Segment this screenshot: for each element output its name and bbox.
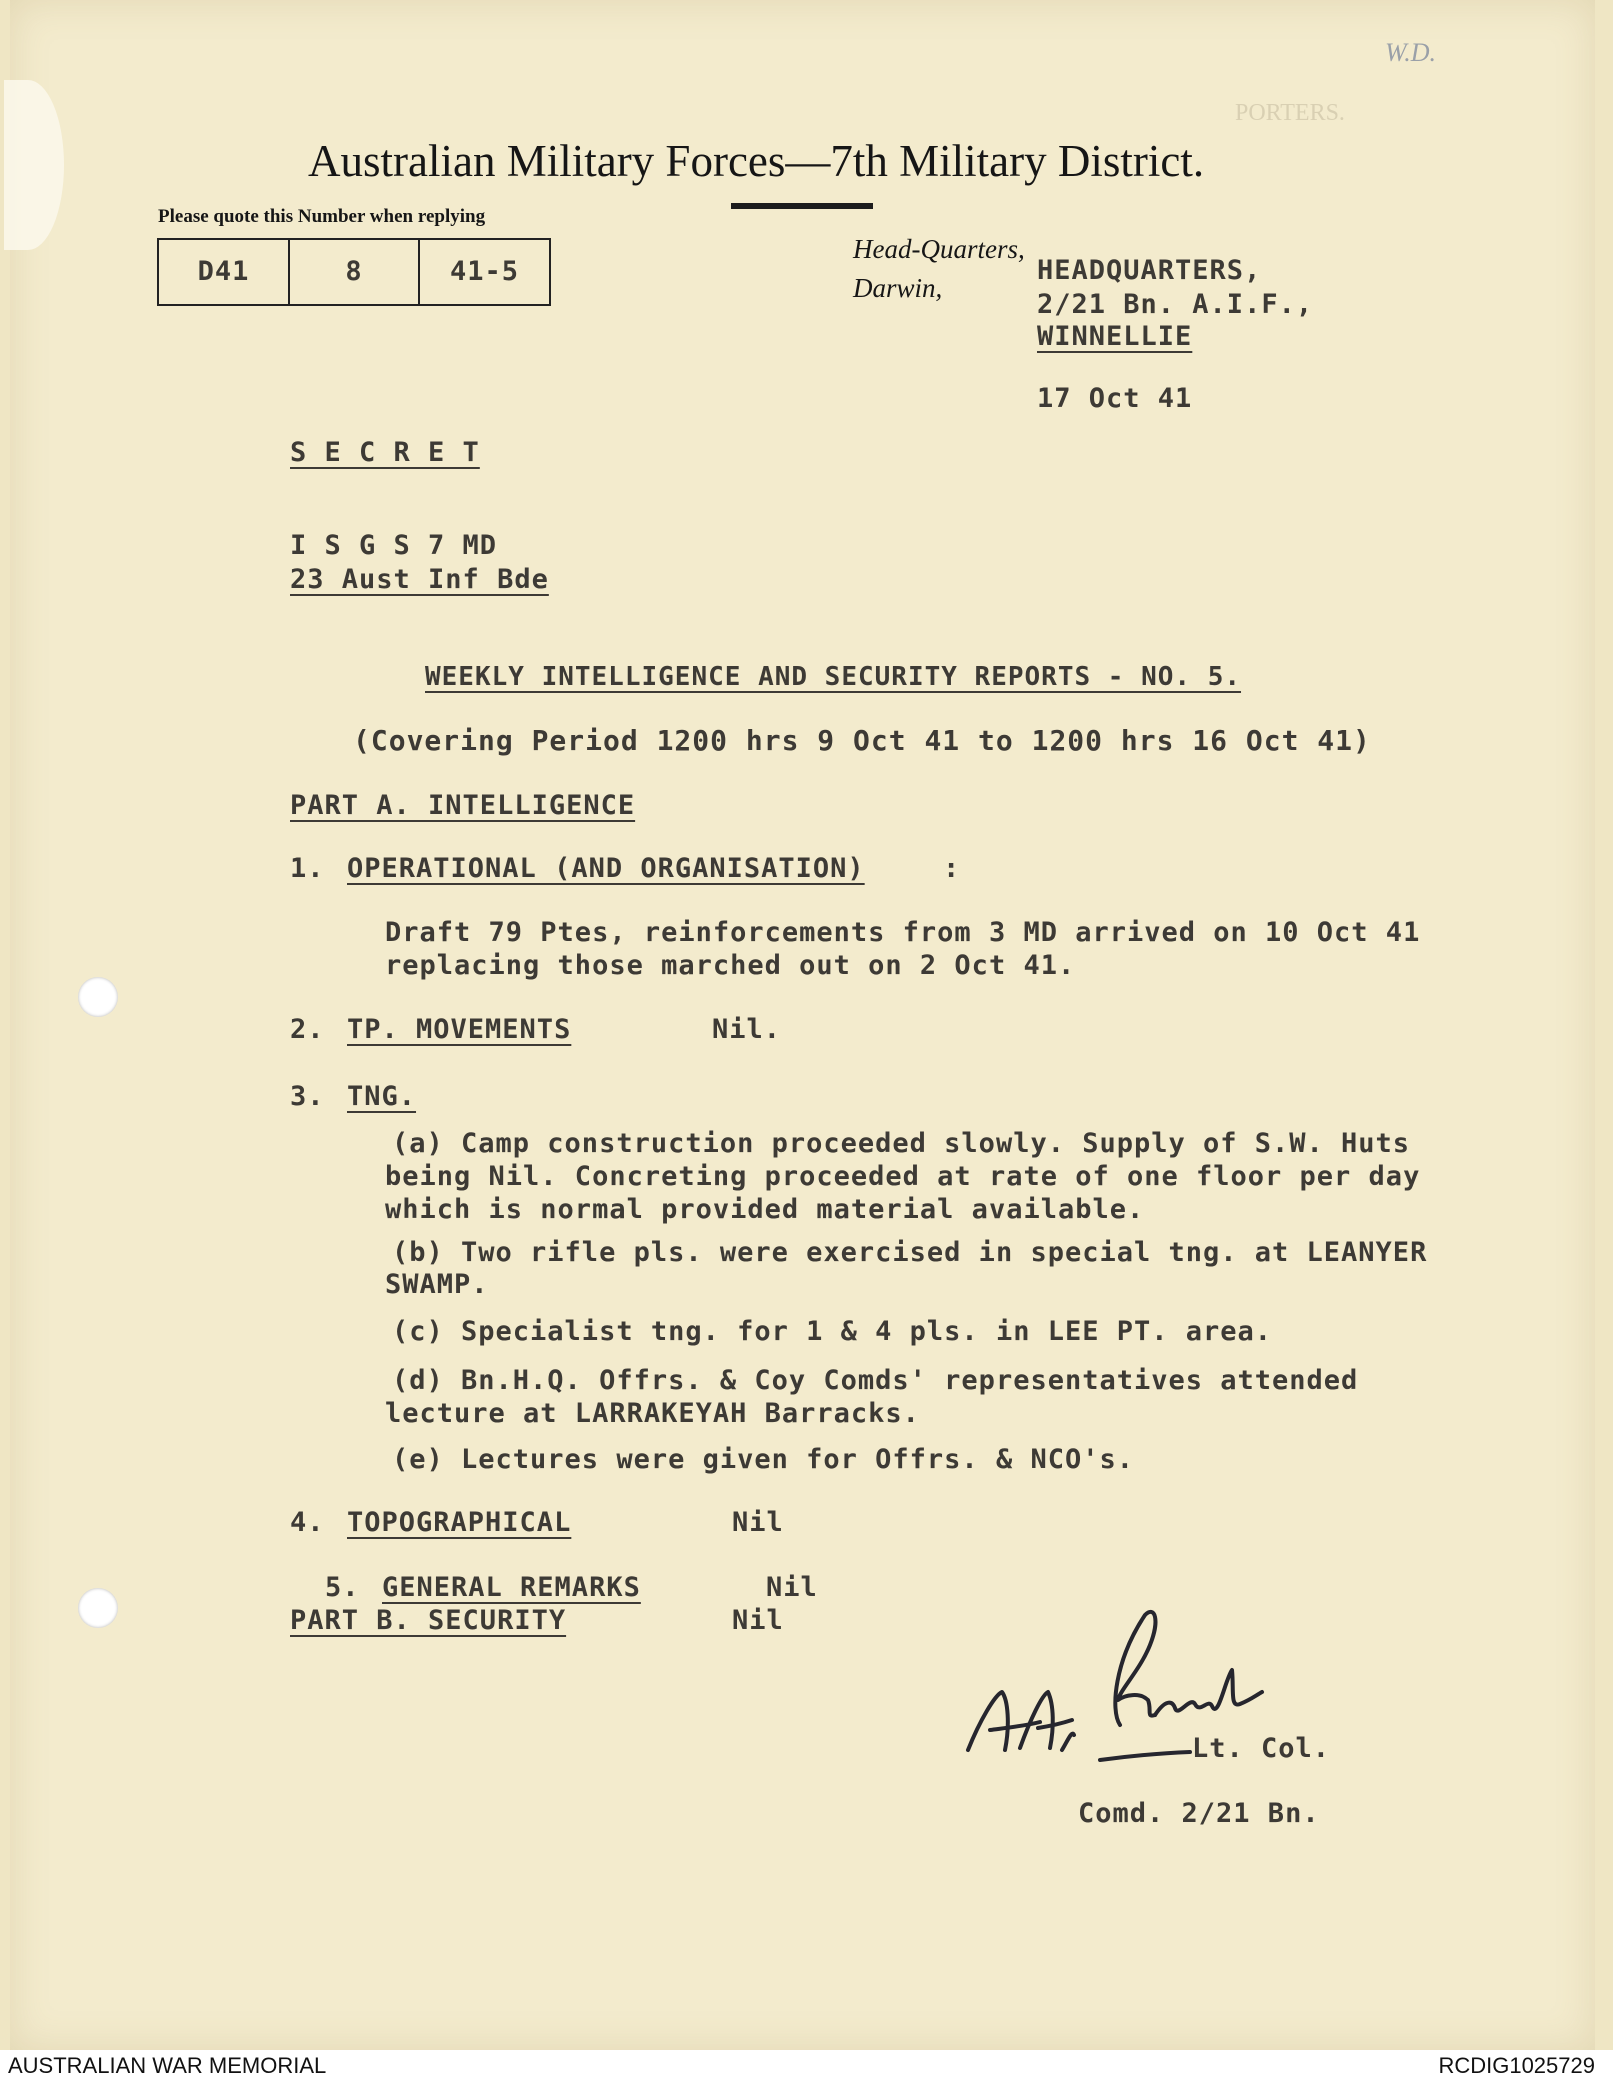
section-5-value: Nil xyxy=(766,1572,818,1603)
section-1-line-2: replacing those marched out on 2 Oct 41. xyxy=(385,950,1076,981)
part-b-heading: PART B. SECURITY xyxy=(290,1605,567,1636)
section-2-heading: TP. MOVEMENTS xyxy=(347,1014,572,1045)
training-a-line-2: being Nil. Concreting proceeded at rate of one floor per day xyxy=(385,1161,1421,1192)
section-5-heading: GENERAL REMARKS xyxy=(382,1572,641,1603)
report-title: WEEKLY INTELLIGENCE AND SECURITY REPORTS - NO. 5. xyxy=(425,662,1242,692)
training-a-line-3: which is normal provided material available. xyxy=(385,1194,1145,1225)
letter-date: 17 Oct 41 xyxy=(1037,383,1193,414)
training-d-line-2: lecture at LARRAKEYAH Barracks. xyxy=(385,1398,920,1429)
corner-note: W.D. xyxy=(1385,38,1437,67)
ref-subject-number: 8 xyxy=(345,255,363,287)
training-b-line-2: SWAMP. xyxy=(385,1269,489,1300)
section-3-number: 3. xyxy=(290,1081,325,1112)
training-a-line-1: (a) Camp construction proceeded slowly. Supply of S.W. Huts xyxy=(392,1128,1411,1159)
section-1-line-1: Draft 79 Ptes, reinforcements from 3 MD arrived on 10 Oct 41 xyxy=(385,917,1421,948)
section-4-heading: TOPOGRAPHICAL xyxy=(347,1507,572,1538)
section-1-colon: : xyxy=(943,853,961,884)
part-b-value: Nil xyxy=(732,1605,784,1636)
covering-period: (Covering Period 1200 hrs 9 Oct 41 to 1200 hrs 16 Oct 41) xyxy=(353,724,1371,757)
section-1-number: 1. xyxy=(290,853,325,884)
part-a-heading: PART A. INTELLIGENCE xyxy=(290,790,636,821)
address-line-3: WINNELLIE xyxy=(1037,321,1193,352)
signatory-appointment: Comd. 2/21 Bn. xyxy=(1078,1798,1320,1829)
faint-stamp: PORTERS. xyxy=(1235,100,1345,126)
section-4-number: 4. xyxy=(290,1507,325,1538)
footer-institution: AUSTRALIAN WAR MEMORIAL xyxy=(8,2053,327,2078)
darwin-label: Darwin, xyxy=(853,273,943,303)
letterhead-title: Australian Military Forces—7th Military District. xyxy=(308,136,1205,186)
training-b-line-1: (b) Two rifle pls. were exercised in special tng. at LEANYER xyxy=(392,1237,1428,1268)
quote-label: Please quote this Number when replying xyxy=(158,206,486,227)
hq-label: Head-Quarters, xyxy=(853,234,1025,264)
section-2-value: Nil. xyxy=(712,1014,782,1045)
document-sheet xyxy=(10,0,1595,2050)
reference-number-box xyxy=(157,238,551,306)
punch-hole-bottom xyxy=(78,1588,118,1628)
training-d-line-1: (d) Bn.H.Q. Offrs. & Coy Comds' representatives attended xyxy=(392,1365,1359,1396)
section-4-value: Nil xyxy=(732,1507,784,1538)
recipient-1: I S G S 7 MD xyxy=(290,530,498,561)
signatory-rank: Lt. Col. xyxy=(1192,1733,1331,1764)
ref-year-number: 41-5 xyxy=(449,255,520,287)
section-2-number: 2. xyxy=(290,1014,325,1045)
torn-corner xyxy=(4,80,64,250)
footer-record-id: RCDIG1025729 xyxy=(1438,2053,1595,2078)
section-5-number: 5. xyxy=(325,1572,360,1603)
address-line-1: HEADQUARTERS, xyxy=(1037,255,1262,286)
training-e: (e) Lectures were given for Offrs. & NCO's. xyxy=(392,1444,1134,1475)
recipient-2: 23 Aust Inf Bde xyxy=(290,564,549,595)
training-c: (c) Specialist tng. for 1 & 4 pls. in LEE PT. area. xyxy=(392,1316,1273,1347)
address-line-2: 2/21 Bn. A.I.F., xyxy=(1037,289,1314,320)
classification: S E C R E T xyxy=(290,437,480,468)
section-1-heading: OPERATIONAL (AND ORGANISATION) xyxy=(347,853,865,884)
punch-hole-top xyxy=(78,977,118,1017)
letterhead-rule xyxy=(731,203,873,209)
ref-file-number: D41 xyxy=(197,255,250,287)
section-3-heading: TNG. xyxy=(347,1081,417,1112)
